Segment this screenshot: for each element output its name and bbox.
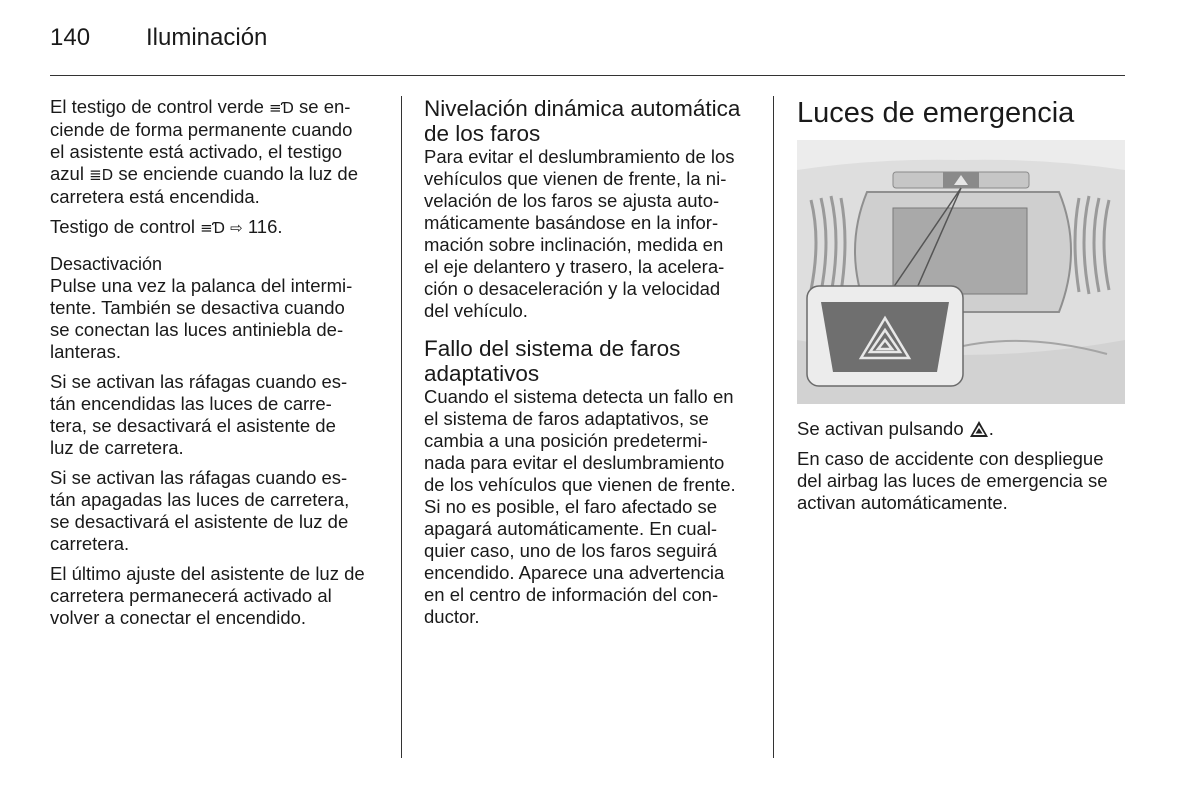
page-number: 140 [50, 24, 91, 51]
paragraph-indicator [50, 96, 382, 208]
reference-arrow-icon: ⇨ [230, 219, 243, 237]
text-run: El testigo de control verde [50, 96, 270, 117]
paragraph: Pulse una vez la palanca del intermi- tente. También se desactiva cuando se conectan las luces antiniebla de- lanteras. [50, 275, 353, 362]
column-divider-1 [401, 96, 402, 758]
text-run: Testigo de control [50, 216, 201, 237]
text-run: se en- ciende de forma permanente cuando el asistente está activado, el testigo azul [50, 96, 353, 184]
header-rule [50, 75, 1125, 76]
page-header [50, 24, 267, 52]
paragraph-activation [797, 418, 1127, 440]
column-left [50, 96, 382, 637]
paragraph: En caso de accidente con despliegue del airbag las luces de emergencia se activan automáticamente. [797, 448, 1108, 513]
text-run: . [988, 418, 994, 439]
highbeam-assist-icon: ≡Ɗ [200, 219, 226, 237]
paragraph-reference [50, 216, 382, 239]
paragraph: Cuando el sistema detecta un fallo en el sistema de faros adaptativos, se cambia a una posición predetermi- nada para evitar el deslumbramiento de los vehículos que vienen de frente. Si no es posible, el faro afectado se apagará automáticamente. En cual- quier caso, uno de los faros seguirá encendido. Aparece una advertencia en el centro de información del con- ductor. [424, 386, 736, 627]
text-run: se enciende cuando la luz de carretera está encendida. [50, 163, 358, 207]
page-reference: 116. [242, 216, 283, 237]
section-heading: Luces de emergencia [797, 97, 1075, 129]
paragraph: Si se activan las ráfagas cuando es- tán apagadas las luces de carretera, se desactivará el asistente de luz de carretera. [50, 467, 350, 554]
column-divider-2 [773, 96, 774, 758]
paragraph: Si se activan las ráfagas cuando es- tán encendidas las luces de carre- tera, se desactivará el asistente de luz de carretera. [50, 371, 348, 458]
heading-nivelacion: Nivelación dinámica automática de los faros [424, 96, 741, 146]
column-right [797, 96, 1127, 522]
hazard-warning-icon [969, 420, 989, 438]
heading-fallo: Fallo del sistema de faros adaptativos [424, 336, 681, 386]
dashboard-hazard-illustration [797, 140, 1125, 404]
section-title: Iluminación [146, 24, 268, 51]
column-middle [424, 96, 754, 636]
paragraph: Para evitar el deslumbramiento de los vehículos que vienen de frente, la ni- velación de los faros se ajusta auto- máticamente basándose en la infor- mación sobre inclinación, medida en el eje delantero y trasero, la acelera- ción o desaceleración y la velocidad del vehículo. [424, 146, 735, 321]
subheading-desactivacion: Desactivación [50, 254, 163, 274]
highbeam-blue-icon: ≣D [89, 166, 114, 184]
paragraph: El último ajuste del asistente de luz de carretera permanecerá activado al volver a conectar el encendido. [50, 563, 365, 628]
text-run: Se activan pulsando [797, 418, 969, 439]
highbeam-assist-green-icon: ≡Ɗ [269, 99, 294, 117]
